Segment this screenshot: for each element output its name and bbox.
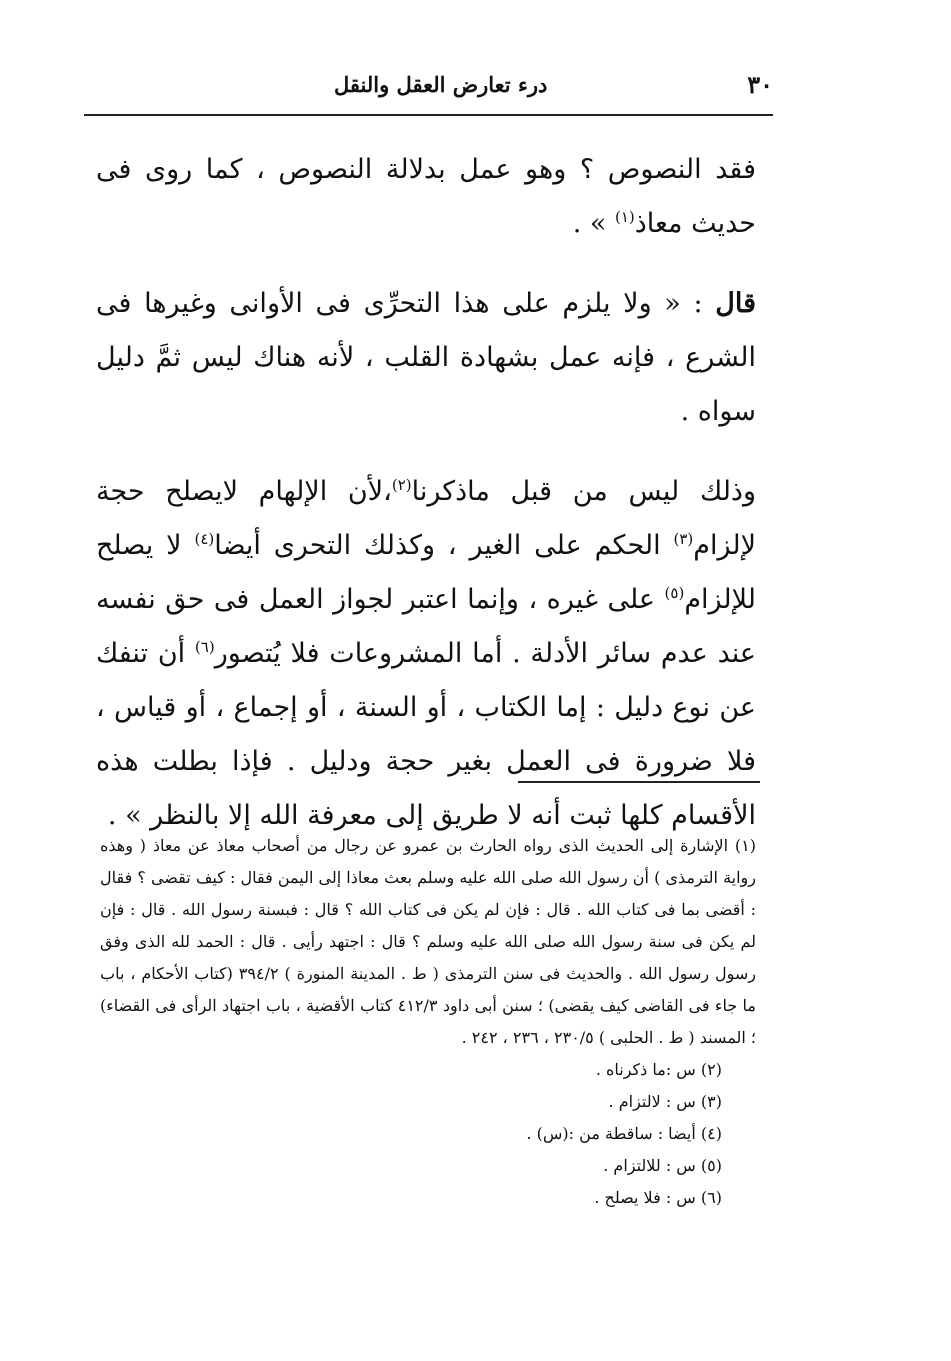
paragraph-3-segment: الحكم على الغير ، وكذلك التحرى أيضا bbox=[214, 530, 674, 561]
running-header bbox=[84, 58, 781, 108]
paragraph-3-segment: وذلك ليس من قبل ماذكرنا bbox=[411, 476, 756, 507]
running-title: درء تعارض العقل والنقل bbox=[334, 72, 548, 97]
paragraph-2-text: : « ولا يلزم على هذا التحرِّى فى الأوانى وغيرها فى الشرع ، فإنه عمل بشهادة القلب ، لأنه هناك ليس ثمَّ دليل سواه . bbox=[96, 288, 756, 427]
footnote-separator bbox=[518, 781, 760, 783]
footnote-ref-3: (٣) bbox=[673, 530, 694, 548]
footnote-ref-5: (٥) bbox=[664, 584, 685, 602]
footnote-4: (٤) أيضا : ساقطة من :(س) . bbox=[526, 1124, 722, 1143]
footnote-6: (٦) س : فلا يصلح . bbox=[594, 1188, 722, 1207]
paragraph-3-segment: لا يصلح للإلزام bbox=[96, 530, 756, 615]
paragraph-3-segment: ،لأن الإلهام لايصلح حجة لإلزام bbox=[96, 476, 757, 561]
footnote-ref-4: (٤) bbox=[194, 530, 215, 548]
paragraph-2 bbox=[96, 277, 756, 439]
footnote-ref-1: (١) bbox=[615, 208, 635, 226]
paragraph-1 bbox=[96, 143, 756, 251]
paragraph-1-text: فقد النصوص ؟ وهو عمل بدلالة النصوص ، كما روى فى حديث معاذ bbox=[96, 154, 756, 239]
paragraph-1-tail: » . bbox=[572, 208, 615, 239]
paragraph-3-segment: أن تنفك عن نوع دليل : إما الكتاب ، أو السنة ، أو إجماع ، أو قياس ، فلا ضرورة فى العمل بغير حجة ودليل . فإذا بطلت هذه الأقسام كلها ثبت أنه لا طريق إلى معرفة الله إلا بالنظر » . bbox=[96, 638, 756, 831]
footnote-3: (٣) س : لالتزام . bbox=[608, 1092, 722, 1111]
footnote-2: (٢) س :ما ذكرناه . bbox=[595, 1060, 722, 1079]
speaker-label: قال bbox=[715, 288, 756, 319]
paragraph-3-segment: على غيره ، وإنما اعتبر لجواز العمل فى حق نفسه عند عدم سائر الأدلة . أما المشروعات فلا يُتصور bbox=[96, 584, 756, 669]
main-text bbox=[96, 143, 756, 843]
footnote-5: (٥) س : للالتزام . bbox=[603, 1156, 722, 1175]
footnote-1: (١) الإشارة إلى الحديث الذى رواه الحارث بن عمرو عن رجال من أصحاب معاذ عن معاذ ( وهذه رواية الترمذى ) أن رسول الله صلى الله عليه وسلم بعث معاذا إلى اليمن فقال : كيف تقضى ؟ فقال : أقضى بما فى كتاب الله . قال : فإن لم يكن فى كتاب الله ؟ قال : فبسنة رسول الله . قال : فإن لم يكن فى سنة رسول الله صلى الله عليه وسلم ؟ قال : اجتهد رأيى . قال : الحمد لله الذى وفق رسول رسول الله . والحديث فى سنن الترمذى ( ط . المدينة المنورة ) ٣٩٤/٢ (كتاب الأحكام ، باب ما جاء فى القاضى كيف يقضى) ؛ سنن أبى داود ٤١٢/٣ كتاب الأقضية ، باب اجتهاد الرأى فى القضاء) ؛ المسند ( ط . الحلبى ) ٢٣٠/٥ ، ٢٣٦ ، ٢٤٢ . bbox=[100, 836, 757, 1047]
page-number: ٣٠ bbox=[747, 70, 773, 99]
header-rule bbox=[84, 114, 773, 116]
footnotes bbox=[100, 830, 756, 1214]
paragraph-3 bbox=[96, 465, 756, 843]
footnote-ref-6: (٦) bbox=[194, 638, 215, 656]
footnote-ref-2: (٢) bbox=[391, 476, 412, 494]
